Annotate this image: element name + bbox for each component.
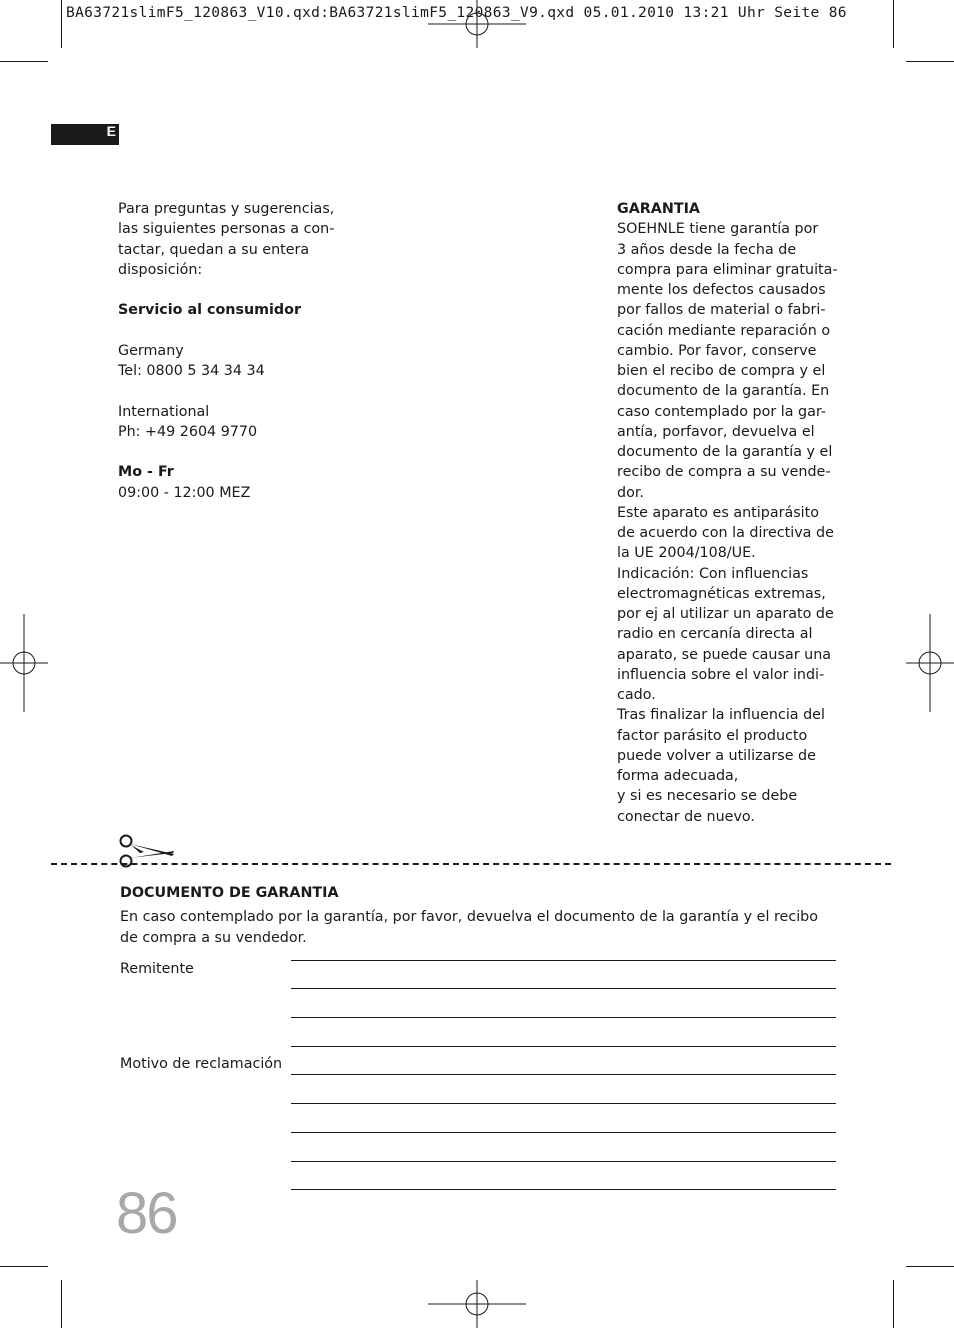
contact-column [118,199,358,503]
registration-mark-icon [0,614,48,712]
germany-phone: Tel: 0800 5 34 34 34 [118,363,265,379]
sender-fill-line[interactable] [291,988,836,989]
scissors-icon [116,831,178,871]
warranty-heading: GARANTIA [617,201,700,217]
international-phone: Ph: +49 2604 9770 [118,423,258,440]
service-hours: 09:00 - 12:00 MEZ [118,484,251,501]
reason-label: Motivo de reclamación [120,1056,283,1072]
international-label: International [118,403,210,420]
reason-fill-line[interactable] [291,1161,836,1162]
warranty-column [617,199,847,827]
crop-mark [61,0,62,48]
registration-mark-icon [428,0,526,48]
registration-mark-icon [428,1280,526,1328]
sender-fill-line[interactable] [291,960,836,961]
page-number: 86 [116,1181,177,1246]
crop-mark [0,61,48,62]
sender-fill-line[interactable] [291,1017,836,1018]
language-code: E [106,123,116,139]
language-tab [51,124,119,145]
reason-fill-line[interactable] [291,1189,836,1190]
cut-line [51,863,891,865]
contact-intro: Para preguntas y sugerencias, las siguientes personas a con- tactar, quedan a su entera disposición: [118,201,335,278]
crop-mark [893,0,894,48]
reason-fill-line[interactable] [291,1132,836,1133]
germany-label: Germany [118,342,184,359]
form-instructions: En caso contemplado por la garantía, por favor, devuelva el documento de la garantía y el recibo de compra a su vendedor. [120,909,818,946]
crop-mark [906,61,954,62]
crop-mark [893,1280,894,1328]
crop-mark [906,1266,954,1267]
reason-fill-line[interactable] [291,1103,836,1104]
reason-fill-line[interactable] [291,1074,836,1075]
crop-mark [0,1266,48,1267]
warranty-body: SOEHNLE tiene garantía por 3 años desde la fecha de compra para eliminar gratuita- mente los defectos causados por fallos de material o fabri- cación mediante reparación o cambio. Por favor, conserve bien el recibo de compra y el documento de la garantía. En caso contemplado por la gar- antía, porfavor, devuelva el documento de la garantía y el recibo de compra a su vende- dor. Este aparato es antiparásito de acuerdo con la directiva de la UE 2004/108/UE. Indicación: Con influencias electromagnéticas extremas, por ej al utilizar un aparato de radio en cercanía directa al aparato, se puede causar una influencia sobre el valor indi- cado. Tras finalizar la influencia del factor parásito el producto puede volver a utilizarse de forma adecuada, y si es necesario se debe conectar de nuevo. [617,221,838,825]
print-slug-line: BA63721slimF5_120863_V10.qxd:BA63721slimF5_120863_V9.qxd 05.01.2010 13:21 Uhr Seite 86 [66,5,847,21]
registration-mark-icon [906,614,954,712]
service-heading: Servicio al consumidor [118,302,302,319]
sender-fill-line[interactable] [291,1046,836,1047]
sender-label: Remitente [120,961,194,977]
form-title: DOCUMENTO DE GARANTIA [120,885,339,901]
crop-mark [61,1280,62,1328]
hours-heading: Mo - Fr [118,464,174,481]
